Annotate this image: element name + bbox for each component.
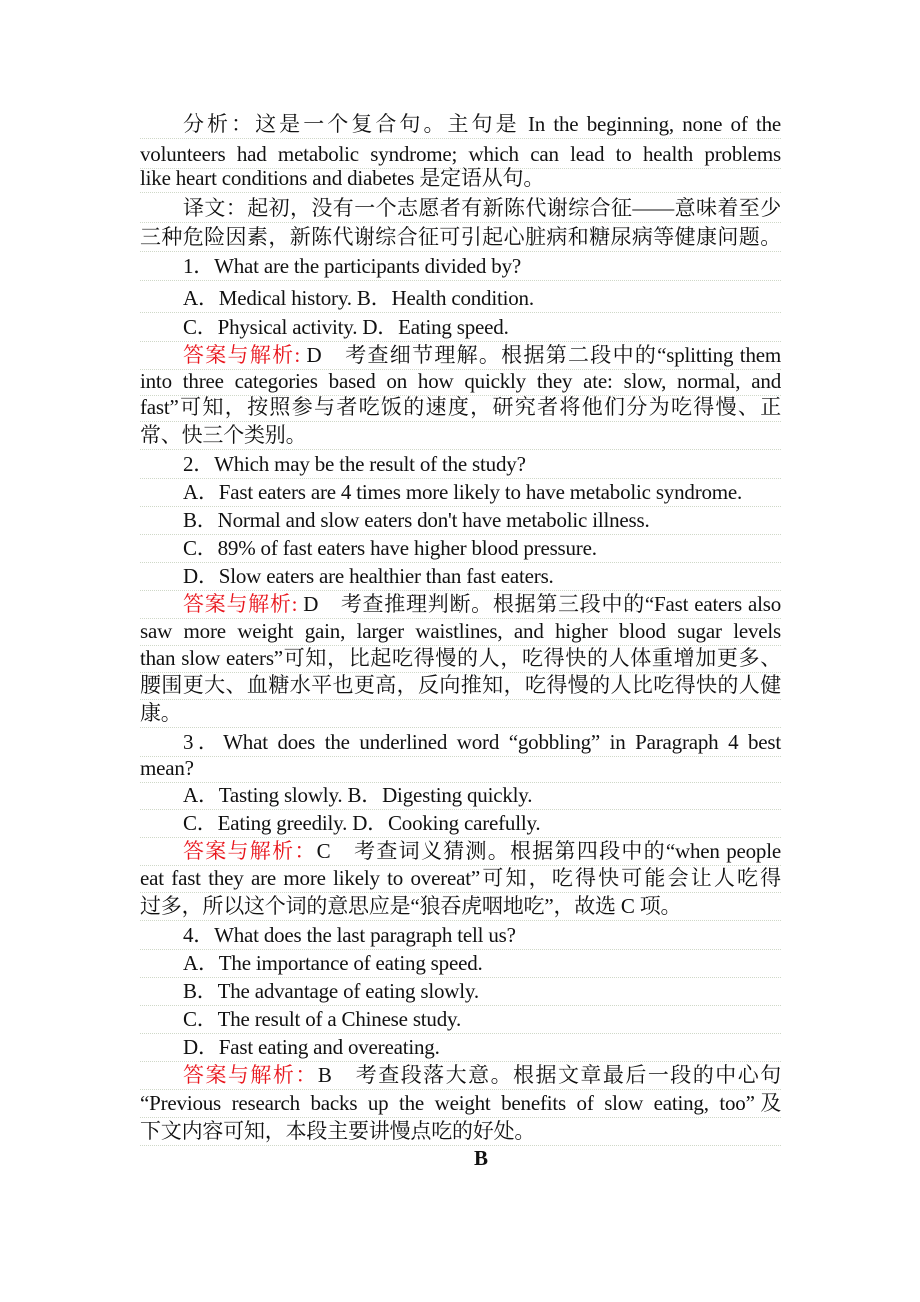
line-text: C 考查词义猜测。根据第四段中的“when people <box>316 839 781 863</box>
section-heading: B <box>474 1146 489 1170</box>
text-line <box>140 451 781 477</box>
text-line <box>140 978 781 1004</box>
line-text: D．Fast eating and overeating. <box>183 1035 440 1059</box>
text-line <box>140 224 781 250</box>
line-text: 2．Which may be the result of the study? <box>183 452 526 476</box>
line-text: 下文内容可知，本段主要讲慢点吃的好处。 <box>140 1119 536 1143</box>
text-line <box>140 700 781 726</box>
text-line <box>140 1006 781 1032</box>
answer-label: 答案与解析: <box>183 592 298 616</box>
dotted-rule <box>140 727 781 728</box>
line-text: into three categories based on how quickly they ate: slow, normal, and <box>140 369 781 393</box>
text-line <box>140 922 781 948</box>
line-text: A．The importance of eating speed. <box>183 951 483 975</box>
line-text: fast”可知，按照参与者吃饭的速度，研究者将他们分为吃得慢、正 <box>140 395 781 419</box>
line-text: D．Slow eaters are healthier than fast eaters. <box>183 564 554 588</box>
dotted-rule <box>140 138 781 139</box>
text-line <box>140 782 781 808</box>
answer-explanation-line <box>140 838 781 864</box>
line-text: 过多，所以这个词的意思应是“狼吞虎咽地吃”，故选 C 项。 <box>140 894 682 918</box>
answer-label: 答案与解析: <box>183 343 301 367</box>
dotted-rule <box>140 920 781 921</box>
text-line <box>140 422 781 448</box>
line-text: 译文：起初，没有一个志愿者有新陈代谢综合征——意味着至少 <box>183 196 781 220</box>
line-text: than slow eaters”可知，比起吃得慢的人，吃得快的人体重增加更多、 <box>140 646 781 670</box>
text-line <box>140 950 781 976</box>
line-text: A．Medical history. B．Health condition. <box>183 286 534 310</box>
text-line <box>140 479 781 505</box>
text-line <box>140 195 781 221</box>
line-text: eat fast they are more likely to overeat”可知，吃得快可能会让人吃得 <box>140 866 781 890</box>
text-line <box>140 141 781 167</box>
answer-label: 答案与解析： <box>183 1063 318 1087</box>
line-text: mean? <box>140 756 194 780</box>
dotted-rule <box>140 312 781 313</box>
line-text: 4．What does the last paragraph tell us? <box>183 923 516 947</box>
text-line <box>140 729 781 755</box>
answer-explanation-line <box>140 1062 781 1088</box>
dotted-rule <box>140 192 781 193</box>
line-text: 常、快三个类别。 <box>140 423 307 447</box>
text-line <box>140 1090 781 1116</box>
answer-label: 答案与解析： <box>183 839 317 863</box>
line-text: C．The result of a Chinese study. <box>183 1007 462 1031</box>
answer-explanation-line <box>140 591 781 617</box>
line-text: 1．What are the participants divided by? <box>183 254 521 278</box>
dotted-rule <box>140 251 781 252</box>
text-line <box>140 645 781 671</box>
text-line <box>140 253 781 279</box>
dotted-rule <box>140 280 781 281</box>
text-line <box>140 1034 781 1060</box>
line-text: C．Eating greedily. D．Cooking carefully. <box>183 811 541 835</box>
text-line <box>140 314 781 340</box>
text-line <box>140 755 781 781</box>
text-line <box>140 368 781 394</box>
text-line <box>140 111 781 137</box>
line-text: A．Tasting slowly. B．Digesting quickly. <box>183 783 533 807</box>
line-text: A．Fast eaters are 4 times more likely to have metabolic syndrome. <box>183 480 743 504</box>
line-text: saw more weight gain, larger waistlines, and higher blood sugar levels <box>140 619 781 643</box>
line-text: like heart conditions and diabetes 是定语从句。 <box>140 166 545 190</box>
dotted-rule <box>140 1145 781 1146</box>
dotted-rule <box>140 449 781 450</box>
dotted-rule <box>140 222 781 223</box>
line-text: “Previous research backs up the weight benefits of slow eating, too”及 <box>140 1091 781 1115</box>
text-line <box>140 165 781 191</box>
line-text: D 考查推理判断。根据第三段中的“Fast eaters also <box>297 592 781 616</box>
line-text: 康。 <box>140 701 182 725</box>
line-text: B．Normal and slow eaters don't have metabolic illness. <box>183 508 650 532</box>
text-line <box>140 1118 781 1144</box>
text-line <box>140 394 781 420</box>
text-line <box>140 535 781 561</box>
line-text: volunteers had metabolic syndrome; which can lead to health problems <box>140 142 781 166</box>
text-line <box>140 563 781 589</box>
text-line <box>140 893 781 919</box>
text-line <box>140 618 781 644</box>
line-text: 分析：这是一个复合句。主句是 In the beginning, none of the <box>183 112 781 136</box>
line-text: B 考查段落大意。根据文章最后一段的中心句 <box>317 1063 781 1087</box>
line-text: 3．What does the underlined word “gobbling” in Paragraph 4 best <box>183 730 781 754</box>
line-text: D 考查细节理解。根据第二段中的“splitting them <box>300 343 781 367</box>
text-line <box>140 672 781 698</box>
answer-explanation-line <box>140 342 781 368</box>
text-line <box>140 810 781 836</box>
text-line <box>140 507 781 533</box>
text-line <box>140 865 781 891</box>
line-text: 三种危险因素，新陈代谢综合征可引起心脏病和糖尿病等健康问题。 <box>140 225 781 249</box>
text-line <box>140 285 781 311</box>
line-text: C．Physical activity. D．Eating speed. <box>183 315 509 339</box>
line-text: 腰围更大、血糖水平也更高，反向推知，吃得慢的人比吃得快的人健 <box>140 673 781 697</box>
line-text: B．The advantage of eating slowly. <box>183 979 479 1003</box>
line-text: C．89% of fast eaters have higher blood pressure. <box>183 536 597 560</box>
